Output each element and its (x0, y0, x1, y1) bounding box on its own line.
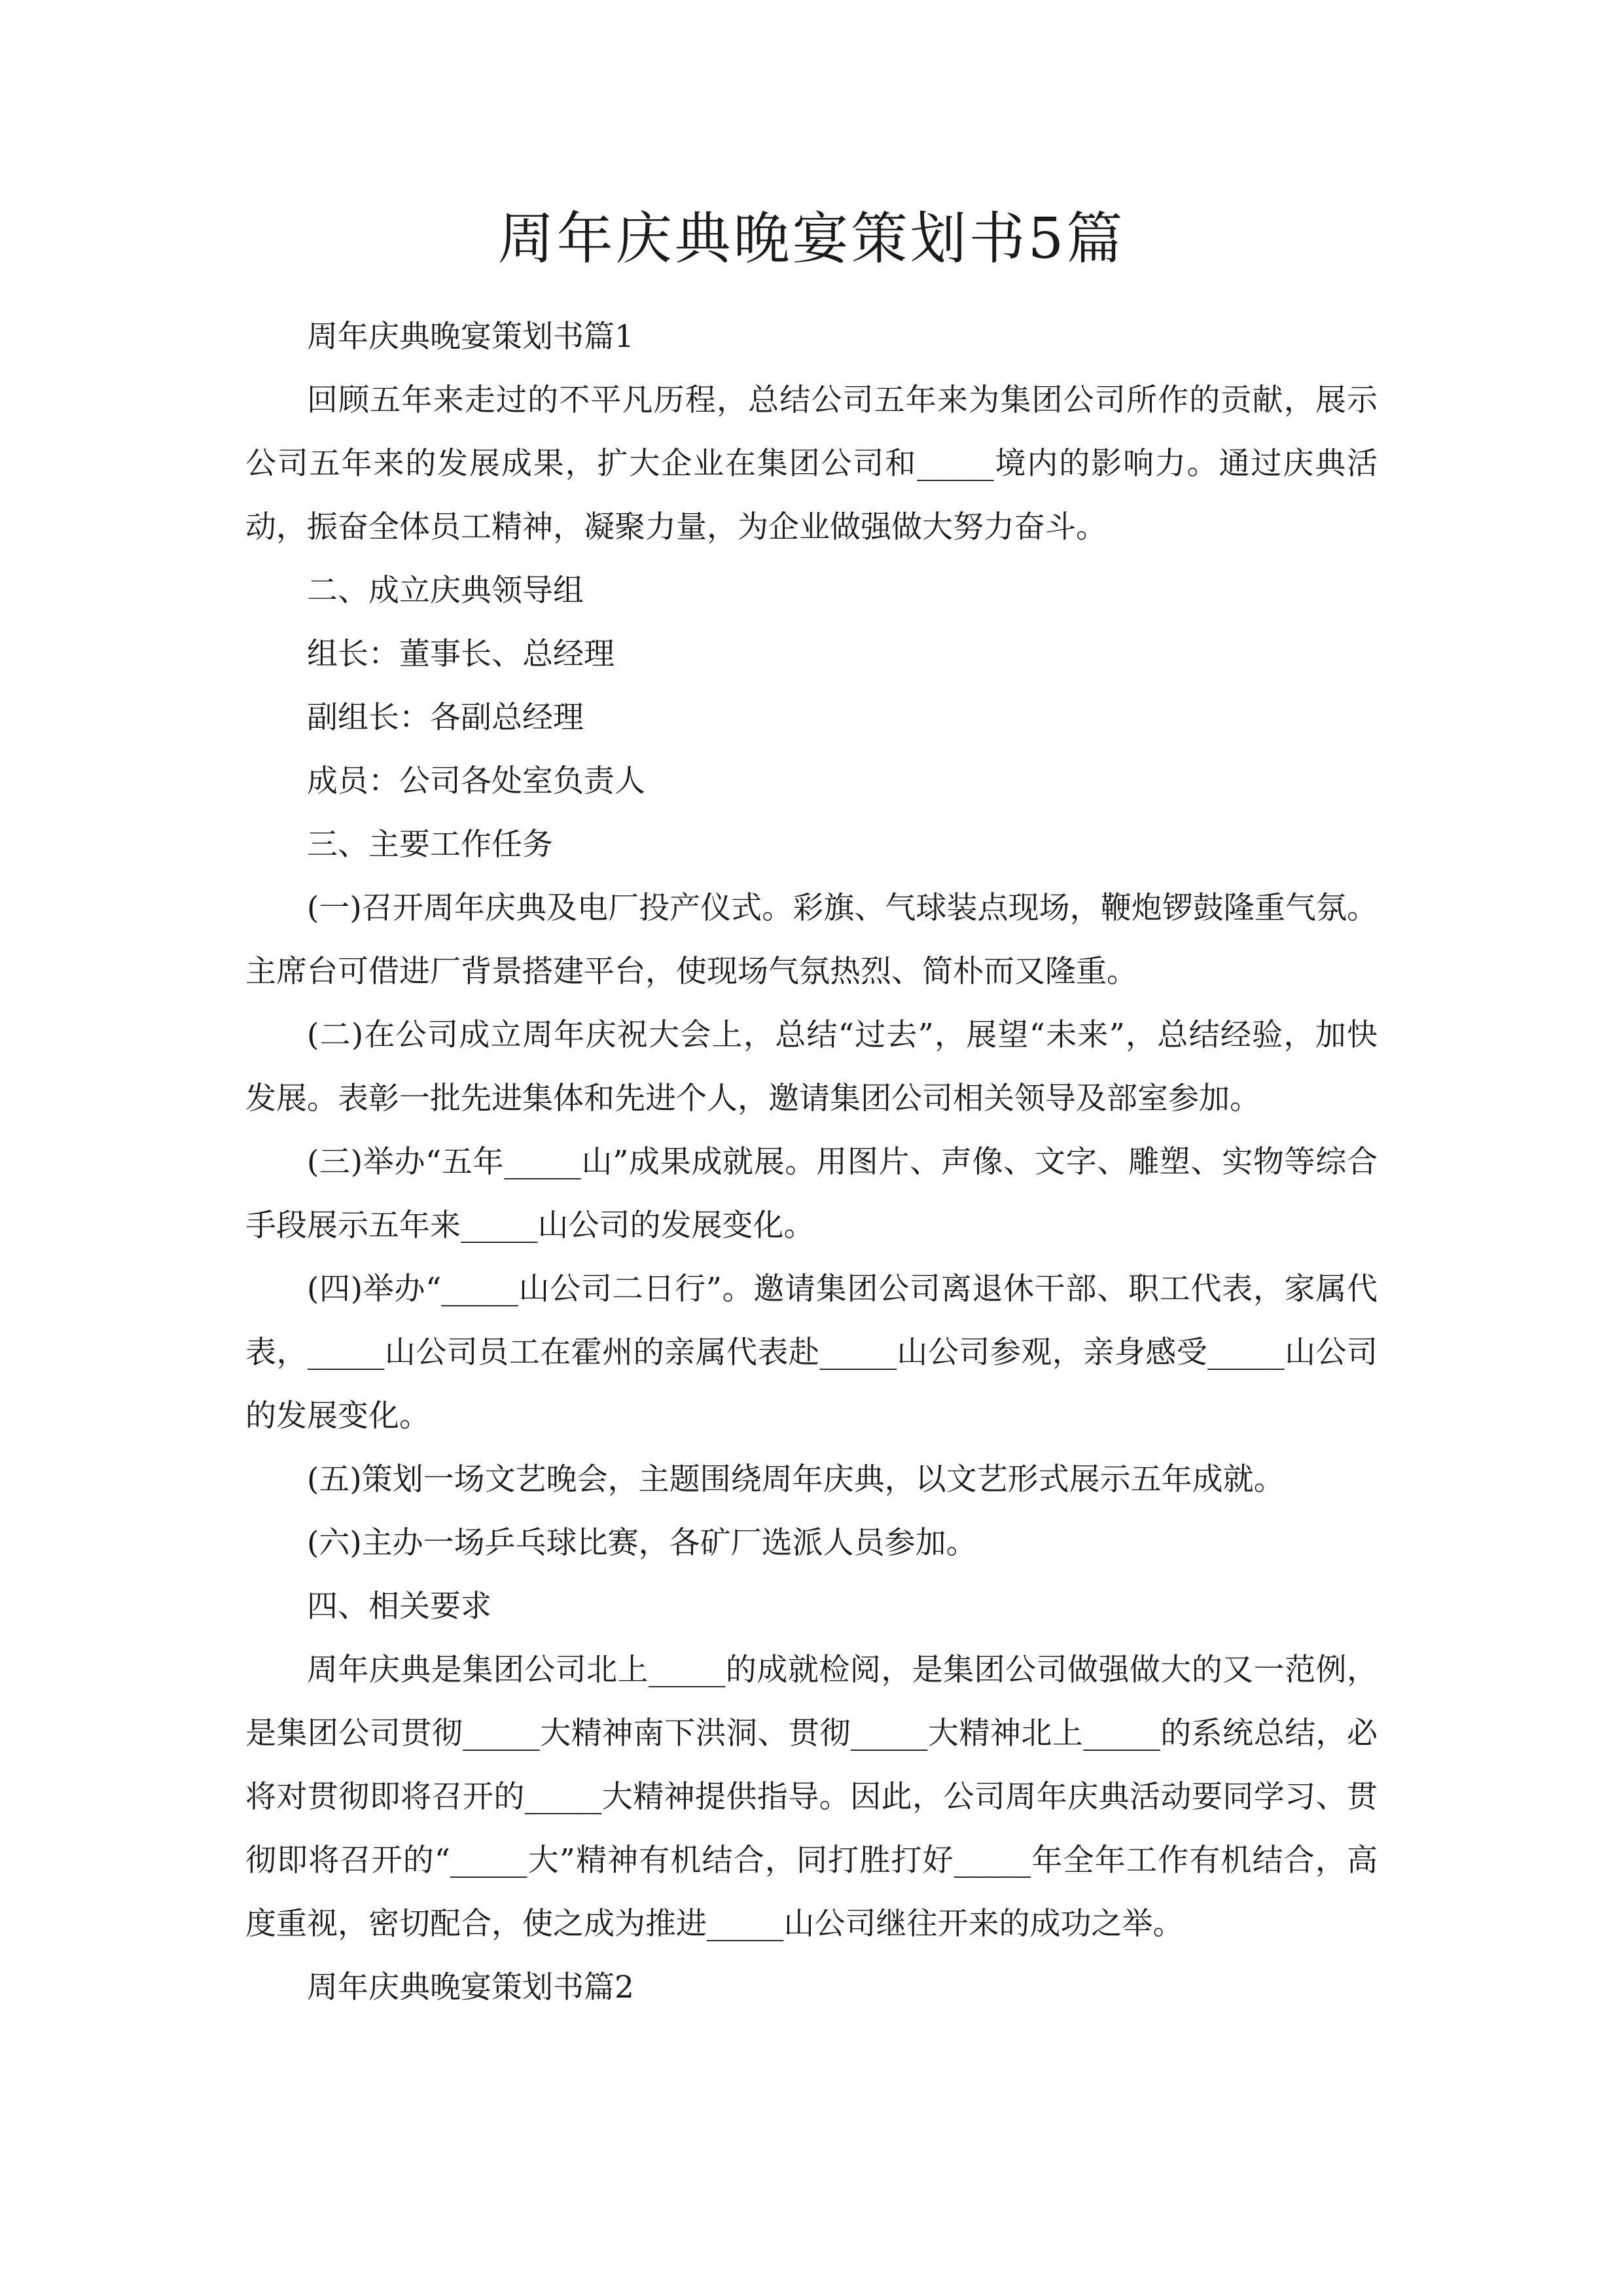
document-body (245, 305, 1378, 2019)
paragraph-members: 成员：公司各处室负责人 (307, 763, 645, 799)
paragraph-deputy-leader: 副组长：各副总经理 (307, 700, 584, 736)
paragraph-task-1: (一)召开周年庆典及电厂投产仪式。彩旗、气球装点现场，鞭炮锣鼓隆重气氛。主席台可借进厂背景搭建平台，使现场气氛热烈、简朴而又隆重。 (245, 890, 1378, 990)
section-heading-main-tasks: 三、主要工作任务 (307, 827, 553, 863)
paragraph-task-4: (四)举办“_____山公司二日行”。邀请集团公司离退休干部、职工代表，家属代表，_____山公司员工在霍州的亲属代表赴_____山公司参观，亲身感受_____山公司的发展变化。 (245, 1271, 1378, 1434)
paragraph-requirements: 周年庆典是集团公司北上_____的成就检阅，是集团公司做强做大的又一范例，是集团公司贯彻_____大精神南下洪洞、贯彻_____大精神北上_____的系统总结，必将对贯彻即将召开的_____大精神提供指导。因此，公司周年庆典活动要同学习、贯彻即将召开的“_____大”精神有机结合，同打胜打好_____年全年工作有机结合，高度重视，密切配合，使之成为推进_____山公司继往开来的成功之举。 (245, 1652, 1378, 1942)
section-heading-part-1: 周年庆典晚宴策划书篇1 (307, 319, 634, 355)
paragraph-group-leader: 组长：董事长、总经理 (307, 636, 615, 672)
section-heading-part-2: 周年庆典晚宴策划书篇2 (307, 1969, 634, 2005)
paragraph-task-2: (二)在公司成立周年庆祝大会上，总结“过去”，展望“未来”，总结经验，加快发展。表彰一批先进集体和先进个人，邀请集团公司相关领导及部室参加。 (245, 1017, 1378, 1117)
paragraph-purpose: 回顾五年来走过的不平凡历程，总结公司五年来为集团公司所作的贡献，展示公司五年来的发展成果，扩大企业在集团公司和_____境内的影响力。通过庆典活动，振奋全体员工精神，凝聚力量，为企业做强做大努力奋斗。 (245, 382, 1378, 545)
paragraph-task-6: (六)主办一场乒乓球比赛，各矿厂选派人员参加。 (307, 1525, 977, 1561)
document-title: 周年庆典晚宴策划书5篇 (497, 206, 1126, 272)
section-heading-leadership-group: 二、成立庆典领导组 (307, 573, 584, 609)
section-heading-requirements: 四、相关要求 (307, 1588, 491, 1624)
paragraph-task-5: (五)策划一场文艺晚会，主题围绕周年庆典，以文艺形式展示五年成就。 (307, 1462, 1285, 1498)
paragraph-task-3: (三)举办“五年_____山”成果成就展。用图片、声像、文字、雕塑、实物等综合手段展示五年来_____山公司的发展变化。 (245, 1144, 1378, 1244)
